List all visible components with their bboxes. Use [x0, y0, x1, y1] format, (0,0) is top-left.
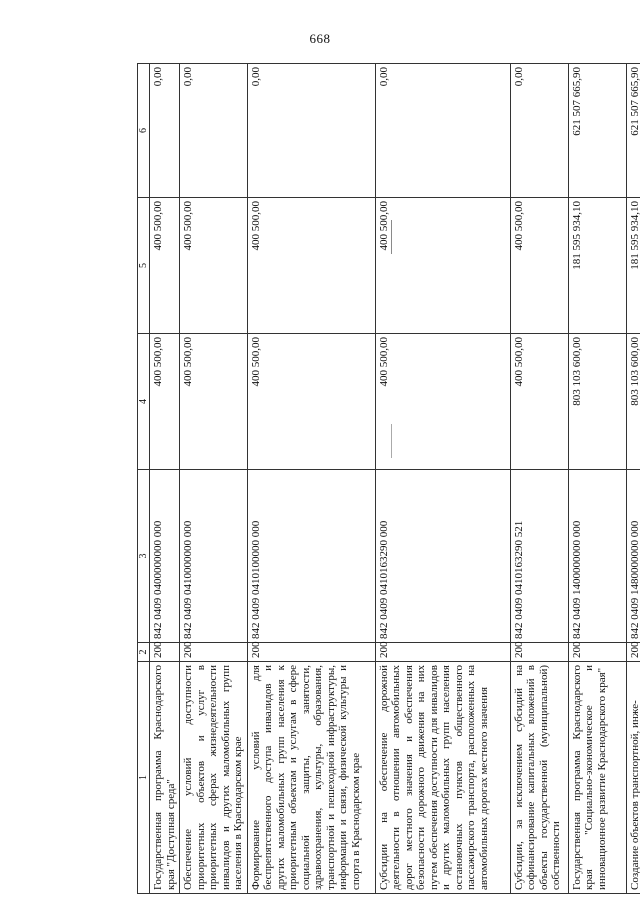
- budget-table: [137, 63, 640, 894]
- header-col-1: 1: [138, 662, 150, 894]
- row-name: Формирование условий для беспрепятственного доступа инвалидов и других маломобильных групп населения к приоритетным объектам и услугам в сфере социальной защиты, занятости, здравоохранения, культуры, образования, транспортной и пешеходной инфраструктуры, информации и связи, физической культуры и спорта в Краснодарском крае: [247, 662, 375, 894]
- row-code: 842 0409 1400000000 000: [568, 470, 626, 643]
- table-row: [247, 64, 375, 894]
- row-value-4: 400 500,00: [375, 334, 510, 470]
- table-row: [180, 64, 248, 894]
- row-value-6: 0,00: [150, 64, 180, 198]
- row-value-5: 400 500,00: [180, 198, 248, 334]
- table-row: [375, 64, 510, 894]
- row-kvr: 200: [180, 643, 248, 662]
- row-value-5: 400 500,00: [247, 198, 375, 334]
- row-value-5: 181 595 934,10: [568, 198, 626, 334]
- row-value-6: 0,00: [375, 64, 510, 198]
- row-value-6: 621 507 665,90: [568, 64, 626, 198]
- row-value-5: 400 500,00: [510, 198, 568, 334]
- row-kvr: 200: [375, 643, 510, 662]
- row-value-5: 181 595 934,10: [626, 198, 640, 334]
- page-number: 668: [309, 31, 331, 46]
- row-value-6: 621 507 665,90: [626, 64, 640, 198]
- header-col-3: 3: [138, 470, 150, 643]
- row-name: Государственная программа Краснодарского края "Социально-экономическое и инновационное развитие Краснодарского края": [568, 662, 626, 894]
- header-col-2: 2: [138, 643, 150, 662]
- row-code: 842 0409 0400000000 000: [150, 470, 180, 643]
- row-value-4: 400 500,00: [180, 334, 248, 470]
- row-name: Субсидии на обеспечение дорожной деятельности в отношении автомобильных дорог местного значения и обеспечения безопасности дорожного движения на них путем обеспечения доступности для инвалидов и других маломобильных групп населения остановочных пунктов общественного пассажирского транспорта, расположенных на автомобильных дорогах местного значения: [375, 662, 510, 894]
- row-kvr: 200: [150, 643, 180, 662]
- table-row: [568, 64, 626, 894]
- row-name: Государственная программа Краснодарского края "Доступная среда": [150, 662, 180, 894]
- row-value-4: 400 500,00: [150, 334, 180, 470]
- table-header-row: [138, 64, 150, 894]
- row-code: 842 0409 0410163290 521: [510, 470, 568, 643]
- header-col-4: 4: [138, 334, 150, 470]
- row-value-4: 400 500,00: [247, 334, 375, 470]
- row-value-6: 0,00: [180, 64, 248, 198]
- row-code: 842 0409 0410000000 000: [180, 470, 248, 643]
- row-value-4: 400 500,00: [510, 334, 568, 470]
- table-row: [150, 64, 180, 894]
- row-code: 842 0409 0410163290 000: [375, 470, 510, 643]
- header-col-5: 5: [138, 198, 150, 334]
- row-value-5: 400 500,00: [375, 198, 510, 334]
- row-kvr: 200: [247, 643, 375, 662]
- table-row: [510, 64, 568, 894]
- row-name: Обеспечение условий доступности приоритетных объектов и услуг в приоритетных сферах жизнедеятельности инвалидов и других маломобильных групп населения в Краснодарском крае: [180, 662, 248, 894]
- row-value-5: 400 500,00: [150, 198, 180, 334]
- rotated-table-wrapper: [137, 64, 640, 894]
- scan-mark: [391, 424, 392, 458]
- row-name: Субсидии, за исключением субсидий на софинансирование капитальных вложений в объекты государственной (муниципальной) собственности: [510, 662, 568, 894]
- scan-mark: [391, 220, 392, 254]
- row-code: 842 0409 1480000000 000: [626, 470, 640, 643]
- row-name: Создание объектов транспортной, инже-: [626, 662, 640, 894]
- row-kvr: 200: [626, 643, 640, 662]
- table-row: [626, 64, 640, 894]
- row-code: 842 0409 0410100000 000: [247, 470, 375, 643]
- row-value-6: 0,00: [247, 64, 375, 198]
- row-kvr: 200: [510, 643, 568, 662]
- row-kvr: 200: [568, 643, 626, 662]
- row-value-6: 0,00: [510, 64, 568, 198]
- header-col-6: 6: [138, 64, 150, 198]
- row-value-4: 803 103 600,00: [626, 334, 640, 470]
- row-value-4: 803 103 600,00: [568, 334, 626, 470]
